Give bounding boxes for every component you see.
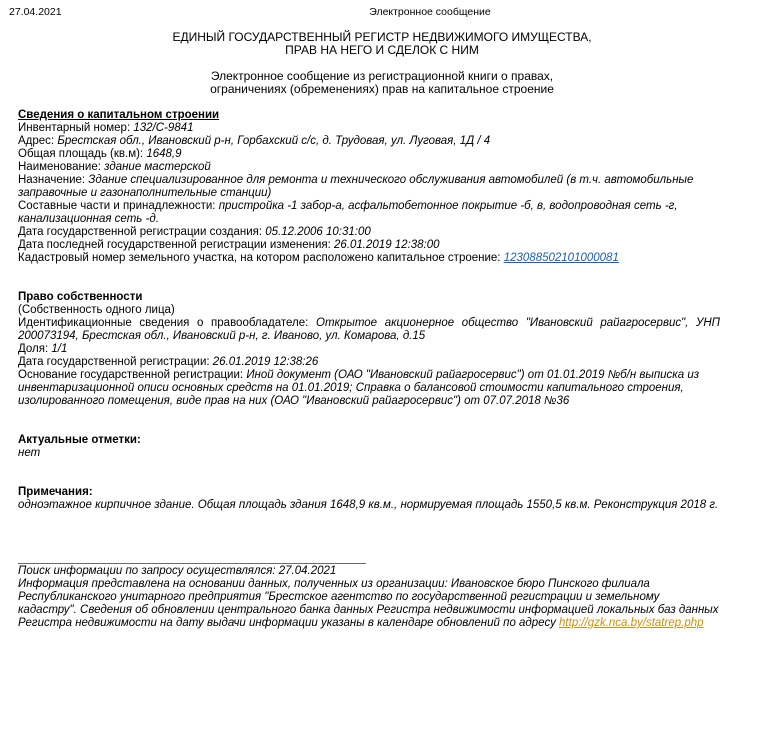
- created-label: Дата государственной регистрации создания:: [18, 226, 263, 238]
- search-info: Поиск информации по запросу осуществлялся: 27.04.2021: [18, 565, 337, 577]
- message-subtitle-line1: Электронное сообщение из регистрационной книги о правах,: [210, 69, 554, 83]
- parts-label: Составные части и принадлежности:: [18, 200, 216, 212]
- name-value: здание мастерской: [104, 161, 211, 173]
- parts-value: пристройка -1 забор-а, асфальтобетонное покрытие -б, в, водопроводная сеть -г, канализационная сеть -д.: [18, 200, 678, 225]
- building-section: [18, 109, 720, 265]
- area-label: Общая площадь (кв.м):: [18, 148, 144, 160]
- notes-section-title: Примечания:: [18, 486, 93, 498]
- cadastral-row: [18, 252, 720, 265]
- created-row: [18, 226, 720, 239]
- reg-date-row: [18, 356, 720, 369]
- changed-value: 26.01.2019 12:38:00: [334, 239, 440, 251]
- inventory-row: [18, 122, 720, 135]
- basis-value: Иной документ (ОАО "Ивановский райагросервис") от 01.01.2019 №б/н выписка из инвентаризационной описи основных средств на 01.01.2019; Справка о балансовой стоимости капитального строения, изолированного помещения, виде прав на них (ОАО "Ивановский райагросервис") от 07.07.2018 №36: [18, 369, 700, 407]
- created-value: 05.12.2006 10:31:00: [265, 226, 371, 238]
- name-label: Наименование:: [18, 161, 101, 173]
- marks-section-title: Актуальные отметки:: [18, 434, 141, 446]
- notes-section: [18, 486, 720, 512]
- message-subtitle-line2: ограничениях (обременениях) прав на капитальное строение: [210, 82, 554, 96]
- changed-label: Дата последней государственной регистрации изменения:: [18, 239, 331, 251]
- address-value: Брестская обл., Ивановский р-н, Горбахский с/с, д. Трудовая, ул. Луговая, 1Д / 4: [57, 135, 491, 147]
- basis-label: Основание государственной регистрации:: [18, 369, 244, 381]
- share-row: [18, 343, 720, 356]
- parts-row: [18, 200, 720, 226]
- share-label: Доля:: [18, 343, 49, 355]
- name-row: [18, 161, 720, 174]
- message-subtitle: [0, 70, 764, 96]
- address-label: Адрес:: [18, 135, 55, 147]
- holder-row: [18, 317, 720, 343]
- update-calendar-link[interactable]: http://gzk.nca.by/statrep.php: [559, 617, 704, 629]
- purpose-label: Назначение:: [18, 174, 86, 186]
- ownership-kind: (Собственность одного лица): [18, 304, 175, 316]
- cadastral-label: Кадастровый номер земельного участка, на котором расположено капитальное строение:: [18, 252, 501, 264]
- reg-date-label: Дата государственной регистрации:: [18, 356, 210, 368]
- source-info: [18, 578, 720, 630]
- ownership-section: [18, 291, 720, 408]
- footer-divider: [18, 563, 366, 564]
- register-title: [0, 31, 764, 57]
- share-value: 1/1: [51, 343, 68, 355]
- marks-section: [18, 434, 720, 460]
- print-title: Электронное сообщение: [369, 6, 491, 18]
- reg-date-value: 26.01.2019 12:38:26: [212, 356, 319, 368]
- changed-row: [18, 239, 720, 252]
- register-title-line2: ПРАВ НА НЕГО И СДЕЛОК С НИМ: [285, 43, 479, 57]
- inventory-value: 132/С-9841: [133, 122, 194, 134]
- holder-label: Идентификационные сведения о правообладателе:: [18, 317, 309, 329]
- cadastral-number-link[interactable]: 123088502101000081: [503, 252, 619, 264]
- notes-value: одноэтажное кирпичное здание. Общая площадь здания 1648,9 кв.м., нормируемая площадь 1550,5 кв.м. Реконструкция 2018 г.: [18, 499, 719, 511]
- footer-section: [18, 563, 720, 630]
- area-row: [18, 148, 720, 161]
- inventory-label: Инвентарный номер:: [18, 122, 131, 134]
- building-section-title: Сведения о капитальном строении: [18, 109, 220, 121]
- source-info-text: Информация представлена на основании данных, полученных из организации: Ивановское бюро Пинского филиала Республиканского унитарного предприятия "Брестское агентство по государственной регистрации и земельному кадастру". Сведения об обновлении центрального банка данных Регистра недвижимости информацией локальных баз данных Регистра недвижимости на дату выдачи информации указаны в календаре обновлений по адресу: [18, 578, 719, 629]
- address-row: [18, 135, 720, 148]
- purpose-value: Здание специализированное для ремонта и технического обслуживания автомобилей (в т.ч. автомобильные заправочные и газонаполнительные станции): [18, 174, 694, 199]
- print-date: 27.04.2021: [9, 6, 62, 18]
- ownership-section-title: Право собственности: [18, 291, 143, 303]
- marks-value: нет: [18, 447, 41, 459]
- purpose-row: [18, 174, 720, 200]
- area-value: 1648,9: [146, 148, 182, 160]
- register-title-line1: ЕДИНЫЙ ГОСУДАРСТВЕННЫЙ РЕГИСТР НЕДВИЖИМОГО ИМУЩЕСТВА,: [172, 30, 592, 44]
- basis-row: [18, 369, 720, 408]
- holder-value: Открытое акционерное общество "Ивановский райагросервис", УНП 200073194, Брестская обл., Ивановский р-н, г. Иваново, ул. Комарова, д.15: [18, 317, 721, 342]
